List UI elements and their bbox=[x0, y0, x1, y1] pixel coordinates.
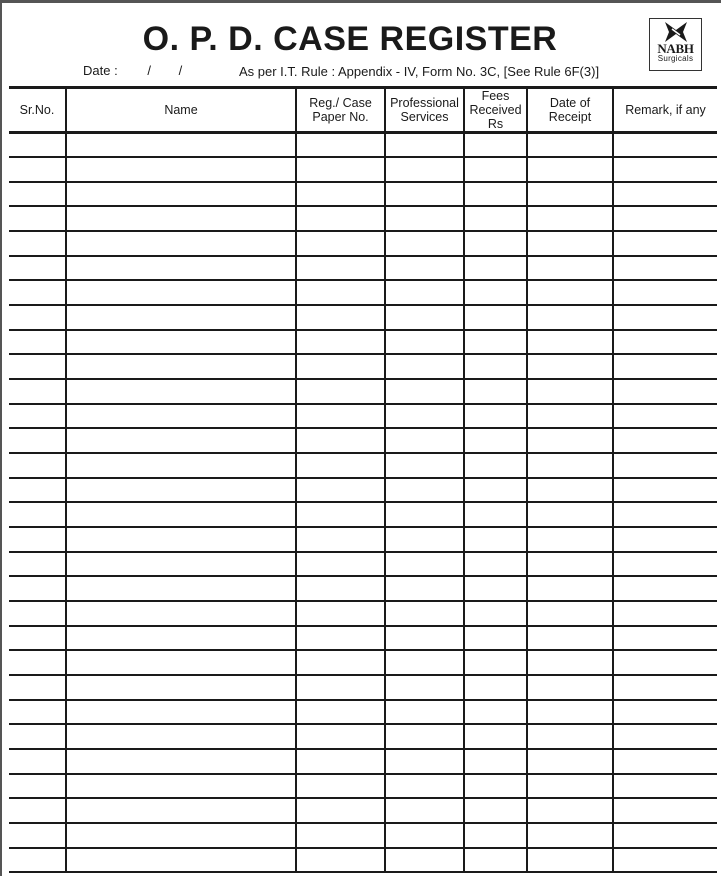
cell-professional-services[interactable] bbox=[385, 650, 464, 675]
table-row bbox=[9, 848, 717, 873]
cell-reg-case-paper-no[interactable] bbox=[296, 552, 385, 577]
cell-reg-case-paper-no[interactable] bbox=[296, 133, 385, 158]
cell-date-of-receipt[interactable] bbox=[527, 231, 613, 256]
cell-reg-case-paper-no[interactable] bbox=[296, 848, 385, 873]
table-row bbox=[9, 404, 717, 429]
table-row bbox=[9, 774, 717, 799]
cell-sr-no[interactable] bbox=[9, 428, 66, 453]
date-label: Date : bbox=[83, 63, 118, 78]
cell-date-of-receipt[interactable] bbox=[527, 379, 613, 404]
cell-sr-no[interactable] bbox=[9, 280, 66, 305]
col-header-date-of-receipt: Date of Receipt bbox=[527, 88, 613, 133]
cell-remark[interactable] bbox=[613, 502, 717, 527]
cell-remark[interactable] bbox=[613, 700, 717, 725]
cell-fees-received[interactable] bbox=[464, 206, 527, 231]
cell-remark[interactable] bbox=[613, 453, 717, 478]
cell-sr-no[interactable] bbox=[9, 823, 66, 848]
cell-professional-services[interactable] bbox=[385, 552, 464, 577]
date-separator: / bbox=[147, 63, 151, 78]
cell-remark[interactable] bbox=[613, 133, 717, 158]
cell-date-of-receipt[interactable] bbox=[527, 552, 613, 577]
cell-sr-no[interactable] bbox=[9, 182, 66, 207]
cell-name[interactable] bbox=[66, 428, 296, 453]
cell-sr-no[interactable] bbox=[9, 478, 66, 503]
cell-reg-case-paper-no[interactable] bbox=[296, 157, 385, 182]
cell-date-of-receipt[interactable] bbox=[527, 576, 613, 601]
logo-name: NABH bbox=[657, 41, 694, 56]
cell-name[interactable] bbox=[66, 700, 296, 725]
cell-fees-received[interactable] bbox=[464, 749, 527, 774]
cell-fees-received[interactable] bbox=[464, 502, 527, 527]
nabh-emblem-icon bbox=[663, 21, 689, 43]
cell-date-of-receipt[interactable] bbox=[527, 601, 613, 626]
cell-date-of-receipt[interactable] bbox=[527, 823, 613, 848]
cell-professional-services[interactable] bbox=[385, 428, 464, 453]
table-row bbox=[9, 749, 717, 774]
cell-remark[interactable] bbox=[613, 157, 717, 182]
cell-professional-services[interactable] bbox=[385, 675, 464, 700]
cell-fees-received[interactable] bbox=[464, 650, 527, 675]
page-title: O. P. D. CASE REGISTER bbox=[142, 20, 558, 58]
cell-date-of-receipt[interactable] bbox=[527, 453, 613, 478]
cell-date-of-receipt[interactable] bbox=[527, 330, 613, 355]
cell-professional-services[interactable] bbox=[385, 133, 464, 158]
cell-remark[interactable] bbox=[613, 330, 717, 355]
table-row bbox=[9, 330, 717, 355]
cell-remark[interactable] bbox=[613, 206, 717, 231]
cell-remark[interactable] bbox=[613, 305, 717, 330]
table-row bbox=[9, 724, 717, 749]
cell-professional-services[interactable] bbox=[385, 576, 464, 601]
cell-reg-case-paper-no[interactable] bbox=[296, 576, 385, 601]
cell-fees-received[interactable] bbox=[464, 354, 527, 379]
cell-date-of-receipt[interactable] bbox=[527, 848, 613, 873]
cell-reg-case-paper-no[interactable] bbox=[296, 404, 385, 429]
cell-date-of-receipt[interactable] bbox=[527, 749, 613, 774]
cell-remark[interactable] bbox=[613, 798, 717, 823]
cell-sr-no[interactable] bbox=[9, 330, 66, 355]
table-row bbox=[9, 675, 717, 700]
cell-name[interactable] bbox=[66, 478, 296, 503]
cell-fees-received[interactable] bbox=[464, 182, 527, 207]
cell-name[interactable] bbox=[66, 749, 296, 774]
table-row bbox=[9, 650, 717, 675]
cell-fees-received[interactable] bbox=[464, 453, 527, 478]
cell-reg-case-paper-no[interactable] bbox=[296, 749, 385, 774]
page-frame-top bbox=[0, 0, 721, 3]
table-row bbox=[9, 354, 717, 379]
col-header-name: Name bbox=[66, 88, 296, 133]
cell-name[interactable] bbox=[66, 527, 296, 552]
col-header-reg-case-paper-no: Reg./ Case Paper No. bbox=[296, 88, 385, 133]
cell-name[interactable] bbox=[66, 576, 296, 601]
cell-remark[interactable] bbox=[613, 379, 717, 404]
cell-date-of-receipt[interactable] bbox=[527, 724, 613, 749]
table-row bbox=[9, 453, 717, 478]
cell-name[interactable] bbox=[66, 379, 296, 404]
cell-reg-case-paper-no[interactable] bbox=[296, 354, 385, 379]
table-row bbox=[9, 182, 717, 207]
cell-professional-services[interactable] bbox=[385, 157, 464, 182]
cell-remark[interactable] bbox=[613, 527, 717, 552]
cell-reg-case-paper-no[interactable] bbox=[296, 330, 385, 355]
cell-professional-services[interactable] bbox=[385, 502, 464, 527]
cell-reg-case-paper-no[interactable] bbox=[296, 256, 385, 281]
cell-professional-services[interactable] bbox=[385, 749, 464, 774]
table-row bbox=[9, 700, 717, 725]
cell-reg-case-paper-no[interactable] bbox=[296, 823, 385, 848]
cell-name[interactable] bbox=[66, 330, 296, 355]
cell-reg-case-paper-no[interactable] bbox=[296, 798, 385, 823]
cell-professional-services[interactable] bbox=[385, 774, 464, 799]
cell-professional-services[interactable] bbox=[385, 601, 464, 626]
cell-sr-no[interactable] bbox=[9, 675, 66, 700]
cell-sr-no[interactable] bbox=[9, 724, 66, 749]
cell-date-of-receipt[interactable] bbox=[527, 428, 613, 453]
cell-date-of-receipt[interactable] bbox=[527, 650, 613, 675]
date-separator: / bbox=[178, 63, 183, 78]
cell-reg-case-paper-no[interactable] bbox=[296, 527, 385, 552]
cell-fees-received[interactable] bbox=[464, 576, 527, 601]
cell-date-of-receipt[interactable] bbox=[527, 700, 613, 725]
cell-fees-received[interactable] bbox=[464, 774, 527, 799]
cell-reg-case-paper-no[interactable] bbox=[296, 231, 385, 256]
cell-fees-received[interactable] bbox=[464, 157, 527, 182]
cell-professional-services[interactable] bbox=[385, 305, 464, 330]
cell-reg-case-paper-no[interactable] bbox=[296, 502, 385, 527]
cell-remark[interactable] bbox=[613, 552, 717, 577]
cell-sr-no[interactable] bbox=[9, 502, 66, 527]
cell-date-of-receipt[interactable] bbox=[527, 206, 613, 231]
cell-professional-services[interactable] bbox=[385, 700, 464, 725]
cell-fees-received[interactable] bbox=[464, 675, 527, 700]
table-row bbox=[9, 552, 717, 577]
cell-name[interactable] bbox=[66, 823, 296, 848]
cell-remark[interactable] bbox=[613, 576, 717, 601]
cell-date-of-receipt[interactable] bbox=[527, 478, 613, 503]
cell-sr-no[interactable] bbox=[9, 354, 66, 379]
cell-sr-no[interactable] bbox=[9, 552, 66, 577]
table-row bbox=[9, 379, 717, 404]
cell-remark[interactable] bbox=[613, 428, 717, 453]
cell-sr-no[interactable] bbox=[9, 774, 66, 799]
cell-date-of-receipt[interactable] bbox=[527, 527, 613, 552]
cell-remark[interactable] bbox=[613, 478, 717, 503]
cell-date-of-receipt[interactable] bbox=[527, 502, 613, 527]
cell-sr-no[interactable] bbox=[9, 749, 66, 774]
cell-reg-case-paper-no[interactable] bbox=[296, 305, 385, 330]
cell-name[interactable] bbox=[66, 280, 296, 305]
cell-reg-case-paper-no[interactable] bbox=[296, 379, 385, 404]
opd-register-table bbox=[9, 86, 717, 873]
cell-fees-received[interactable] bbox=[464, 626, 527, 651]
table-row bbox=[9, 576, 717, 601]
table-row bbox=[9, 798, 717, 823]
cell-professional-services[interactable] bbox=[385, 231, 464, 256]
cell-sr-no[interactable] bbox=[9, 601, 66, 626]
logo-subtitle: Surgicals bbox=[657, 54, 694, 63]
cell-name[interactable] bbox=[66, 206, 296, 231]
cell-reg-case-paper-no[interactable] bbox=[296, 428, 385, 453]
cell-remark[interactable] bbox=[613, 354, 717, 379]
table-row bbox=[9, 626, 717, 651]
cell-name[interactable] bbox=[66, 502, 296, 527]
cell-fees-received[interactable] bbox=[464, 478, 527, 503]
cell-sr-no[interactable] bbox=[9, 453, 66, 478]
cell-reg-case-paper-no[interactable] bbox=[296, 206, 385, 231]
cell-name[interactable] bbox=[66, 626, 296, 651]
col-header-sr-no: Sr.No. bbox=[19, 103, 55, 117]
cell-sr-no[interactable] bbox=[9, 848, 66, 873]
cell-date-of-receipt[interactable] bbox=[527, 305, 613, 330]
cell-remark[interactable] bbox=[613, 601, 717, 626]
table-row bbox=[9, 478, 717, 503]
cell-remark[interactable] bbox=[613, 749, 717, 774]
cell-name[interactable] bbox=[66, 601, 296, 626]
table-row bbox=[9, 502, 717, 527]
col-header-fees-received: Fees Received Rs bbox=[464, 88, 527, 133]
cell-date-of-receipt[interactable] bbox=[527, 774, 613, 799]
cell-name[interactable] bbox=[66, 256, 296, 281]
cell-fees-received[interactable] bbox=[464, 527, 527, 552]
cell-name[interactable] bbox=[66, 133, 296, 158]
rule-reference: As per I.T. Rule : Appendix - IV, Form No. 3C, [See Rule 6F(3)] bbox=[239, 64, 600, 79]
cell-remark[interactable] bbox=[613, 650, 717, 675]
cell-name[interactable] bbox=[66, 404, 296, 429]
table-row bbox=[9, 428, 717, 453]
cell-fees-received[interactable] bbox=[464, 404, 527, 429]
cell-date-of-receipt[interactable] bbox=[527, 256, 613, 281]
cell-sr-no[interactable] bbox=[9, 379, 66, 404]
cell-professional-services[interactable] bbox=[385, 379, 464, 404]
cell-professional-services[interactable] bbox=[385, 478, 464, 503]
cell-reg-case-paper-no[interactable] bbox=[296, 724, 385, 749]
cell-remark[interactable] bbox=[613, 675, 717, 700]
nabh-logo bbox=[649, 18, 702, 71]
cell-professional-services[interactable] bbox=[385, 206, 464, 231]
cell-name[interactable] bbox=[66, 305, 296, 330]
table-row bbox=[9, 601, 717, 626]
cell-sr-no[interactable] bbox=[9, 527, 66, 552]
table-row bbox=[9, 256, 717, 281]
cell-name[interactable] bbox=[66, 848, 296, 873]
cell-remark[interactable] bbox=[613, 823, 717, 848]
cell-fees-received[interactable] bbox=[464, 601, 527, 626]
cell-date-of-receipt[interactable] bbox=[527, 157, 613, 182]
cell-fees-received[interactable] bbox=[464, 428, 527, 453]
cell-date-of-receipt[interactable] bbox=[527, 182, 613, 207]
cell-reg-case-paper-no[interactable] bbox=[296, 774, 385, 799]
cell-remark[interactable] bbox=[613, 256, 717, 281]
cell-fees-received[interactable] bbox=[464, 552, 527, 577]
cell-remark[interactable] bbox=[613, 848, 717, 873]
page-frame-left bbox=[0, 0, 2, 876]
cell-reg-case-paper-no[interactable] bbox=[296, 478, 385, 503]
cell-fees-received[interactable] bbox=[464, 798, 527, 823]
cell-reg-case-paper-no[interactable] bbox=[296, 626, 385, 651]
table-row bbox=[9, 157, 717, 182]
cell-fees-received[interactable] bbox=[464, 848, 527, 873]
cell-sr-no[interactable] bbox=[9, 626, 66, 651]
cell-fees-received[interactable] bbox=[464, 305, 527, 330]
cell-sr-no[interactable] bbox=[9, 206, 66, 231]
cell-fees-received[interactable] bbox=[464, 133, 527, 158]
cell-remark[interactable] bbox=[613, 774, 717, 799]
cell-name[interactable] bbox=[66, 453, 296, 478]
cell-remark[interactable] bbox=[613, 231, 717, 256]
cell-professional-services[interactable] bbox=[385, 724, 464, 749]
cell-fees-received[interactable] bbox=[464, 280, 527, 305]
cell-reg-case-paper-no[interactable] bbox=[296, 700, 385, 725]
cell-reg-case-paper-no[interactable] bbox=[296, 453, 385, 478]
cell-name[interactable] bbox=[66, 650, 296, 675]
cell-sr-no[interactable] bbox=[9, 256, 66, 281]
cell-fees-received[interactable] bbox=[464, 724, 527, 749]
cell-professional-services[interactable] bbox=[385, 354, 464, 379]
date-field bbox=[83, 63, 182, 78]
cell-date-of-receipt[interactable] bbox=[527, 354, 613, 379]
cell-sr-no[interactable] bbox=[9, 404, 66, 429]
cell-professional-services[interactable] bbox=[385, 823, 464, 848]
table-row bbox=[9, 280, 717, 305]
cell-sr-no[interactable] bbox=[9, 700, 66, 725]
cell-sr-no[interactable] bbox=[9, 576, 66, 601]
cell-date-of-receipt[interactable] bbox=[527, 280, 613, 305]
table-row bbox=[9, 527, 717, 552]
cell-sr-no[interactable] bbox=[9, 798, 66, 823]
cell-reg-case-paper-no[interactable] bbox=[296, 182, 385, 207]
col-header-professional-services: Professional Services bbox=[385, 88, 464, 133]
table-row bbox=[9, 133, 717, 158]
cell-date-of-receipt[interactable] bbox=[527, 798, 613, 823]
cell-date-of-receipt[interactable] bbox=[527, 404, 613, 429]
cell-name[interactable] bbox=[66, 231, 296, 256]
cell-fees-received[interactable] bbox=[464, 379, 527, 404]
table-row bbox=[9, 823, 717, 848]
cell-professional-services[interactable] bbox=[385, 330, 464, 355]
cell-professional-services[interactable] bbox=[385, 256, 464, 281]
cell-remark[interactable] bbox=[613, 182, 717, 207]
cell-name[interactable] bbox=[66, 157, 296, 182]
cell-fees-received[interactable] bbox=[464, 231, 527, 256]
cell-professional-services[interactable] bbox=[385, 280, 464, 305]
cell-fees-received[interactable] bbox=[464, 330, 527, 355]
cell-remark[interactable] bbox=[613, 626, 717, 651]
table-row bbox=[9, 231, 717, 256]
cell-professional-services[interactable] bbox=[385, 182, 464, 207]
cell-professional-services[interactable] bbox=[385, 626, 464, 651]
cell-fees-received[interactable] bbox=[464, 823, 527, 848]
cell-fees-received[interactable] bbox=[464, 256, 527, 281]
cell-professional-services[interactable] bbox=[385, 527, 464, 552]
cell-professional-services[interactable] bbox=[385, 453, 464, 478]
cell-remark[interactable] bbox=[613, 280, 717, 305]
cell-sr-no[interactable] bbox=[9, 133, 66, 158]
cell-date-of-receipt[interactable] bbox=[527, 133, 613, 158]
table-row bbox=[9, 305, 717, 330]
cell-name[interactable] bbox=[66, 354, 296, 379]
table-header-row bbox=[9, 88, 717, 133]
cell-name[interactable] bbox=[66, 724, 296, 749]
cell-sr-no[interactable] bbox=[9, 305, 66, 330]
cell-professional-services[interactable] bbox=[385, 798, 464, 823]
cell-fees-received[interactable] bbox=[464, 700, 527, 725]
cell-reg-case-paper-no[interactable] bbox=[296, 675, 385, 700]
cell-reg-case-paper-no[interactable] bbox=[296, 650, 385, 675]
cell-remark[interactable] bbox=[613, 724, 717, 749]
cell-name[interactable] bbox=[66, 774, 296, 799]
cell-name[interactable] bbox=[66, 675, 296, 700]
cell-remark[interactable] bbox=[613, 404, 717, 429]
cell-reg-case-paper-no[interactable] bbox=[296, 280, 385, 305]
table-row bbox=[9, 206, 717, 231]
cell-professional-services[interactable] bbox=[385, 848, 464, 873]
cell-name[interactable] bbox=[66, 552, 296, 577]
cell-date-of-receipt[interactable] bbox=[527, 626, 613, 651]
cell-date-of-receipt[interactable] bbox=[527, 675, 613, 700]
cell-name[interactable] bbox=[66, 182, 296, 207]
cell-reg-case-paper-no[interactable] bbox=[296, 601, 385, 626]
cell-professional-services[interactable] bbox=[385, 404, 464, 429]
col-header-remark: Remark, if any bbox=[613, 88, 717, 133]
cell-sr-no[interactable] bbox=[9, 157, 66, 182]
cell-sr-no[interactable] bbox=[9, 650, 66, 675]
cell-sr-no[interactable] bbox=[9, 231, 66, 256]
cell-name[interactable] bbox=[66, 798, 296, 823]
